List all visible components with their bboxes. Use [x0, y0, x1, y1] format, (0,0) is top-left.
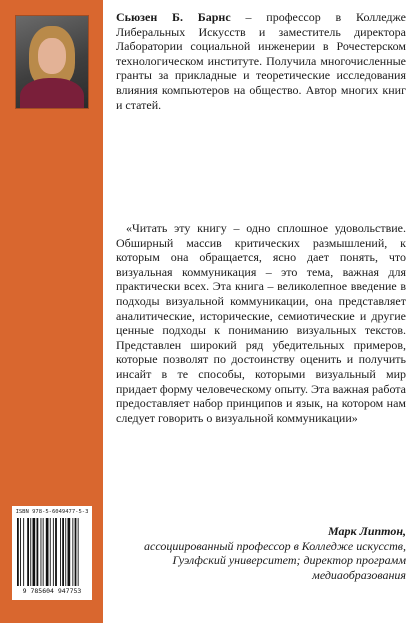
barcode-bars [16, 518, 88, 586]
author-bio-text: – профессор в Колледже Либеральных Искусств и заместитель директора Лаборатории социальной инженерии в Рочестерском технологическом институте. Получила многочисленные гранты за прикладные и теоретические исследования влияния компьютеров на общество. Автор многих книг и статей. [116, 10, 406, 112]
reviewer-title: ассоциированный профессор в Колледже искусств, Гуэлфский университет; директор программ медиаобразования [144, 538, 406, 582]
isbn-text: ISBN 978-5-6049477-5-3 [15, 509, 89, 515]
author-bio [116, 10, 406, 112]
barcode-label [12, 506, 92, 600]
review-quote: «Читать эту книгу – одно сплошное удовольствие. Обширный массив критических размышлений, к которым она обращается, ясно дает понять, что визуальная коммуникация – это тема, важная для практически всех. Эта книга – великолепное введение в подходы визуальной коммуникации, она представляет аналитические, исторические, семиотические и другие ценные подходы к пониманию визуальных текстов. Представлен широкий ряд убедительных примеров, которые позволят по достоинству оценить и получить инсайт в те способы, которыми визуальный мир придает форму человеческому опыту. Эта важная работа предоставляет набор принципов и язык, на котором нам следует говорить о визуальной коммуникации» [116, 221, 406, 425]
reviewer-signature [116, 524, 406, 582]
barcode-number: 9 785604 947753 [22, 587, 82, 595]
author-photo [16, 16, 88, 108]
author-name: Сьюзен Б. Барнс [116, 10, 231, 24]
reviewer-name: Марк Липтон, [328, 524, 406, 538]
